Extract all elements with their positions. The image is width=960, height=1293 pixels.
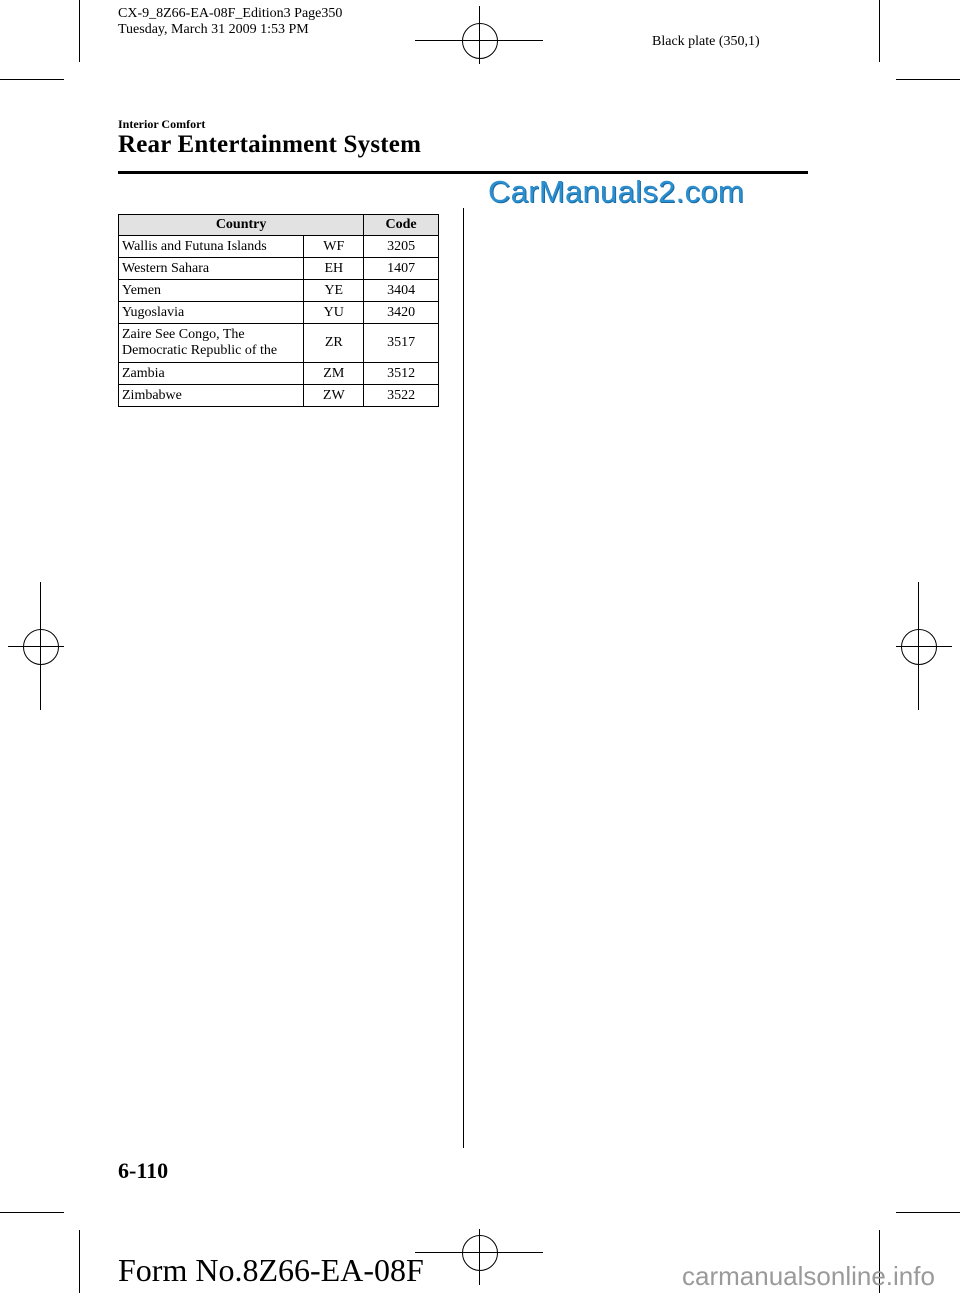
abbr-cell: YE — [304, 280, 364, 302]
code-cell: 3420 — [364, 302, 439, 324]
abbr-cell: EH — [304, 258, 364, 280]
abbr-cell: WF — [304, 236, 364, 258]
code-cell: 3517 — [364, 324, 439, 363]
code-cell: 1407 — [364, 258, 439, 280]
country-cell — [119, 324, 304, 363]
country-cell: Western Sahara — [119, 258, 304, 280]
abbr-cell: ZM — [304, 363, 364, 385]
section-label: Interior Comfort — [118, 117, 206, 131]
code-cell: 3522 — [364, 385, 439, 407]
code-cell: 3512 — [364, 363, 439, 385]
country-cell: Zimbabwe — [119, 385, 304, 407]
table-row — [119, 280, 439, 302]
abbr-cell: YU — [304, 302, 364, 324]
watermark-bottom[interactable]: carmanualsonline.info — [682, 1261, 935, 1291]
abbr-cell: ZR — [304, 324, 364, 363]
header-date-line: Tuesday, March 31 2009 1:53 PM — [118, 22, 309, 37]
table-row — [119, 385, 439, 407]
country-cell: Zambia — [119, 363, 304, 385]
country-cell: Yemen — [119, 280, 304, 302]
table-row — [119, 236, 439, 258]
country-header: Country — [119, 215, 364, 236]
abbr-cell: ZW — [304, 385, 364, 407]
table-row — [119, 324, 439, 363]
table-row — [119, 258, 439, 280]
page-number: 6-110 — [118, 1158, 169, 1183]
country-line: Zaire See Congo, The — [122, 327, 245, 342]
table-header-row — [119, 215, 439, 236]
table-row — [119, 302, 439, 324]
country-code-table — [118, 214, 439, 407]
code-cell: 3205 — [364, 236, 439, 258]
watermark-top[interactable]: CarManuals2.com — [488, 174, 745, 209]
header-file-line: CX-9_8Z66-EA-08F_Edition3 Page350 — [118, 6, 343, 21]
country-cell: Yugoslavia — [119, 302, 304, 324]
table-row — [119, 363, 439, 385]
page-title: Rear Entertainment System — [118, 131, 422, 158]
country-line: Democratic Republic of the — [122, 343, 278, 358]
code-cell: 3404 — [364, 280, 439, 302]
print-header-file — [118, 6, 342, 38]
form-number: Form No.8Z66-EA-08F — [118, 1252, 424, 1288]
column-divider — [463, 208, 464, 1148]
code-header: Code — [364, 215, 439, 236]
header-plate: Black plate (350,1) — [652, 34, 760, 49]
country-cell: Wallis and Futuna Islands — [119, 236, 304, 258]
